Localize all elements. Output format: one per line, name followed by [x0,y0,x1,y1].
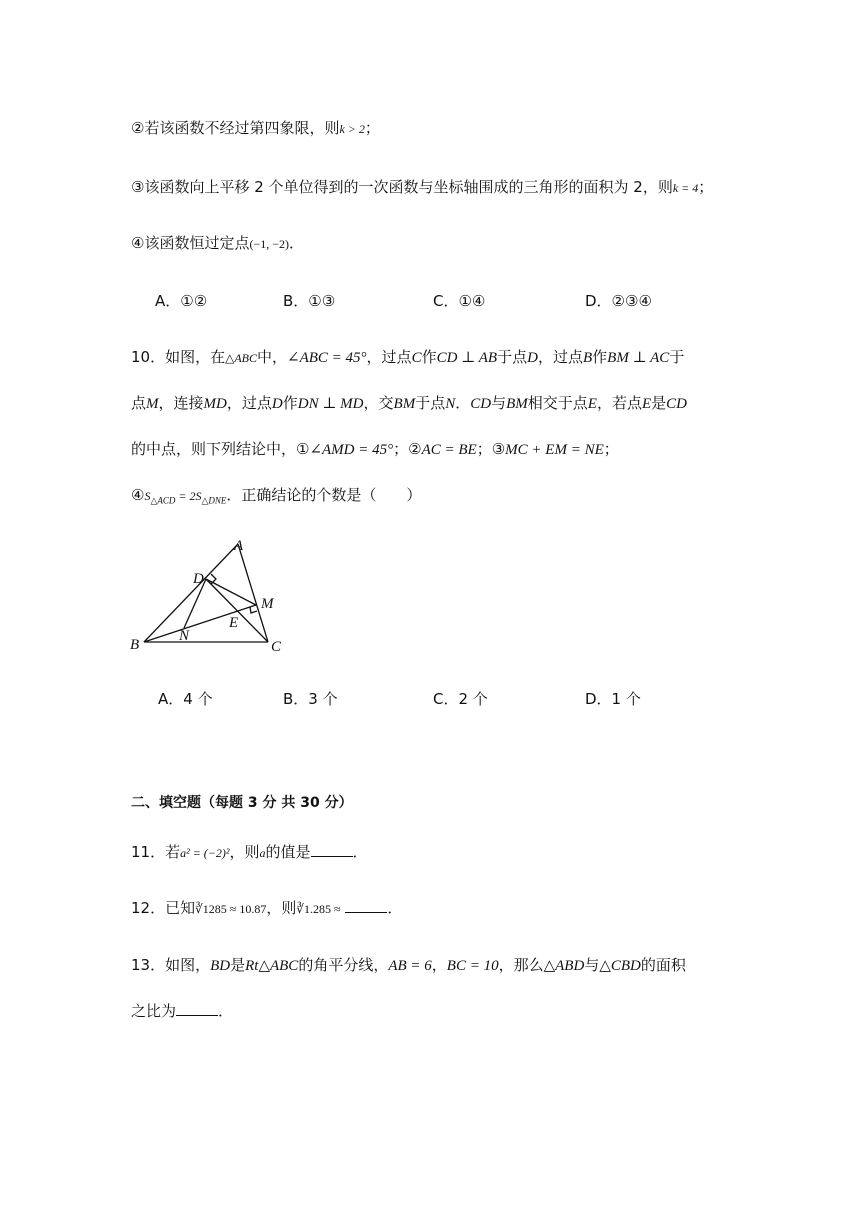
q10-option-b: B．3 个 [283,690,338,708]
q9-option-b: B．①③ [283,292,336,310]
segment-bm [144,605,256,642]
label-d: D [193,571,204,587]
label-a: A [234,538,244,554]
segment-ab [144,544,238,642]
segment-md [206,579,256,605]
label-e: E [229,615,239,631]
q9-option-a: A．①② [155,292,208,310]
q11-answer-blank [311,842,353,857]
q10-option-a: A．4 个 [158,690,213,708]
right-angle-mark-m [250,607,257,613]
q9-item-2: ②若该函数不经过第四象限，则k > 2； [131,119,380,137]
q11: 11．若a² = (−2)²，则a的值是 ． [131,843,368,861]
q9-option-d: D．②③④ [585,292,652,310]
q10-line-4: $④S_{\triangle ACD} = 2S_{\triangle DNE}$．正确结论的个数是（ ） [131,486,422,506]
q10-option-d: D．1 个 [585,690,641,708]
q13-answer-blank [176,1001,218,1016]
label-b: B [130,637,140,653]
label-m: M [261,596,274,612]
q13-line-2: 之比为 ． [131,1002,234,1020]
q10-option-c: C．2 个 [433,690,488,708]
q13-line-1: 13．如图，BD是Rt△ABC的角平分线，AB = 6，BC = 10，那么△ABD与△CBD的面积 [131,956,686,974]
q9-item-4: ④该函数恒过定点(−1, −2)． [131,234,304,252]
q9-item-3: ③该函数向上平移 2 个单位得到的一次函数与坐标轴围成的三角形的面积为 2，则k = 4； [131,178,714,196]
label-n: N [179,628,190,644]
q12-answer-blank [345,898,387,913]
section-fill-blank-title: 二、填空题（每题 3 分 共 30 分） [131,795,353,811]
q10-line-3: 的中点，则下列结论中，①∠AMD = 45°；②AC = BE；③MC + EM = NE； [131,440,619,458]
q10-figure [126,532,296,660]
q10-line-2: 点M，连接MD，过点D作DN ⊥ MD，交BM于点N．CD与BM相交于点E，若点E是CD [131,394,688,412]
q12: 12．已知∛1285 ≈ 10.87，则∛1.285 ≈ ． [131,899,403,917]
label-c: C [271,639,282,655]
q9-option-c: C．①④ [433,292,486,310]
q10-line-1: 10．如图，在△ABC中，∠ABC = 45°，过点C作CD ⊥ AB于点D，过点B作BM ⊥ AC于 [131,348,685,366]
